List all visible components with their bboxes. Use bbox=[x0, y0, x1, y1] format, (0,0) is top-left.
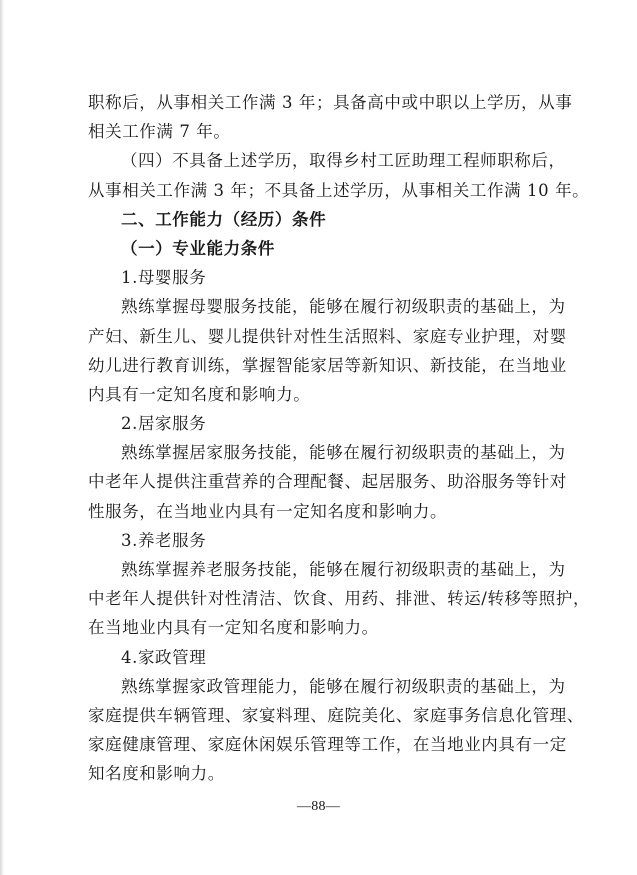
text-line: （四）不具备上述学历，取得乡村工匠助理工程师职称后， bbox=[121, 151, 566, 171]
page-number: —88— bbox=[296, 799, 341, 814]
text-line: 熟练掌握家政管理能力，能够在履行初级职责的基础上，为 bbox=[121, 676, 566, 696]
text-line: 职称后，从事相关工作满 3 年；具备高中或中职以上学历，从事 bbox=[88, 93, 573, 112]
text-line: 家庭提供车辆管理、家宴料理、庭院美化、家庭事务信息化管理、 bbox=[88, 705, 584, 725]
text-line: 中老年人提供针对性清洁、饮食、用药、排泄、转运/转移等照护， bbox=[88, 589, 591, 609]
item-heading: 1.母婴服务 bbox=[121, 268, 207, 288]
text-line: 熟练掌握居家服务技能，能够在履行初级职责的基础上，为 bbox=[121, 443, 566, 463]
subsection-heading: （一）专业能力条件 bbox=[121, 238, 275, 258]
item-heading: 3.养老服务 bbox=[121, 530, 207, 550]
text-line: 知名度和影响力。 bbox=[88, 764, 225, 784]
page-edge bbox=[0, 0, 4, 875]
item-heading: 2.居家服务 bbox=[121, 414, 207, 434]
text-line: 性服务，在当地业内具有一定知名度和影响力。 bbox=[88, 501, 448, 521]
text-line: 熟练掌握母婴服务技能，能够在履行初级职责的基础上，为 bbox=[121, 297, 566, 317]
document-body bbox=[88, 88, 591, 789]
text-line: 从事相关工作满 3 年；不具备上述学历，从事相关工作满 10 年。 bbox=[88, 180, 590, 200]
text-line: 熟练掌握养老服务技能，能够在履行初级职责的基础上，为 bbox=[121, 560, 566, 579]
text-line: 产妇、新生儿、婴儿提供针对性生活照料、家庭专业护理，对婴 bbox=[88, 326, 567, 346]
item-heading: 4.家政管理 bbox=[121, 647, 207, 667]
text-line: 中老年人提供注重营养的合理配餐、起居服务、助浴服务等针对 bbox=[88, 472, 567, 492]
section-heading: 二、工作能力（经历）条件 bbox=[121, 209, 327, 229]
text-line: 相关工作满 7 年。 bbox=[88, 122, 231, 142]
text-line: 内具有一定知名度和影响力。 bbox=[88, 384, 311, 404]
text-line: 在当地业内具有一定知名度和影响力。 bbox=[88, 618, 379, 638]
text-line: 家庭健康管理、家庭休闲娱乐管理等工作，在当地业内具有一定 bbox=[88, 735, 567, 755]
text-line: 幼儿进行教育训练，掌握智能家居等新知识、新技能，在当地业 bbox=[88, 355, 567, 375]
